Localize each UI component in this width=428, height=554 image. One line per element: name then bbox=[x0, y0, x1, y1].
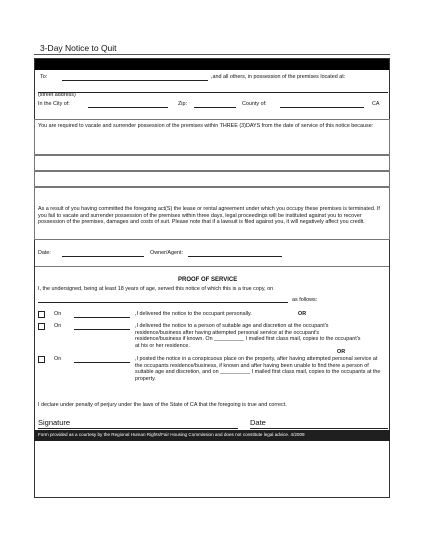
to-label: To: bbox=[40, 74, 48, 80]
possession-text: ,and all others, in possession of the premises located at: bbox=[211, 74, 346, 80]
proof-heading: PROOF OF SERVICE bbox=[178, 277, 238, 283]
option3-date-field[interactable] bbox=[74, 362, 130, 363]
street-address-field[interactable] bbox=[38, 92, 388, 93]
header-bar bbox=[35, 59, 389, 70]
zip-field[interactable] bbox=[194, 107, 236, 108]
county-field[interactable] bbox=[280, 107, 364, 108]
reason-line-1[interactable] bbox=[34, 155, 390, 171]
to-name-field[interactable] bbox=[62, 80, 208, 81]
notice-paragraph: You are required to vacate and surrender possession of the premises within THREE (3)DAYS from the date of service of this notice because: bbox=[38, 123, 374, 129]
signature-date-label: Date bbox=[250, 418, 266, 427]
option3-text: ,I posted the notice in a conspicuous place on the property, after having attempted personal service at the occupants residence/business, if known and after having been unable to find there a person of suitable age and discretion, and on __________ I mailed first class mail, copies to the occupants at the property. bbox=[135, 356, 381, 382]
option1-text: ,I delivered the notice to the occupant personally. bbox=[135, 311, 252, 317]
date-field[interactable] bbox=[62, 256, 144, 257]
result-paragraph: As a result of you having committed the foregoing act(S) the lease or rental agreement under which you occupy these premises is terminated. If you fail to vacate and surrender possession of the premises within three days, legal proceedings will be instituted against you to recover possession of the premises, damages and costs of suit. Please note that if a lawsuit is filed against you, it will negatively affect you credit. bbox=[38, 206, 380, 226]
date-label: Date: bbox=[38, 250, 51, 256]
street-address-label: (street address) bbox=[38, 92, 76, 98]
option2-on-label: On bbox=[54, 323, 62, 329]
served-on-field[interactable] bbox=[38, 302, 288, 303]
footer-disclaimer: Form provided as a courtesy by the Regional Human Rights/Fair Housing Commission and does not constitute legal advice. 4/2009 bbox=[38, 432, 305, 437]
option3-on-label: On bbox=[54, 356, 62, 362]
option1-date-field[interactable] bbox=[74, 317, 130, 318]
reason-line-2[interactable] bbox=[34, 171, 390, 187]
as-follows-label: as follows: bbox=[292, 297, 318, 303]
option1-or: OR bbox=[298, 311, 307, 317]
signature-label: Signature bbox=[38, 418, 71, 427]
county-label: County of: bbox=[242, 101, 267, 107]
option1-on-label: On bbox=[54, 311, 62, 317]
state-label: CA bbox=[372, 101, 380, 107]
proof-intro: I, the undersigned, being at least 18 years of age, served this notice of which this is a true copy, on bbox=[38, 286, 274, 292]
owner-agent-label: Owner/Agent: bbox=[150, 250, 183, 256]
posting-service-checkbox[interactable] bbox=[38, 356, 45, 363]
signature-field[interactable] bbox=[38, 428, 238, 429]
signature-date-field[interactable] bbox=[250, 428, 388, 429]
option2-date-field[interactable] bbox=[74, 329, 130, 330]
option2-text: ,I delivered the notice to a person of suitable age and discretion at the occupant's residence/business after having attempted personal service at the occupant's residence/business if known. On __________ I mailed first class mail, copies to the occupant's at his or her residence. bbox=[135, 323, 361, 349]
section-divider bbox=[35, 266, 389, 267]
title-divider bbox=[34, 54, 390, 55]
owner-agent-field[interactable] bbox=[188, 256, 282, 257]
option2-or: OR bbox=[337, 349, 346, 355]
city-field[interactable] bbox=[88, 107, 168, 108]
substituted-service-checkbox[interactable] bbox=[38, 323, 45, 330]
declaration-text: I declare under penalty of perjury under the laws of the State of CA that the foregoing is true and correct. bbox=[38, 402, 287, 408]
city-label: In the City of: bbox=[38, 101, 70, 107]
personal-service-checkbox[interactable] bbox=[38, 311, 45, 318]
document-title: 3-Day Notice to Quit bbox=[40, 43, 117, 53]
zip-label: Zip: bbox=[178, 101, 187, 107]
